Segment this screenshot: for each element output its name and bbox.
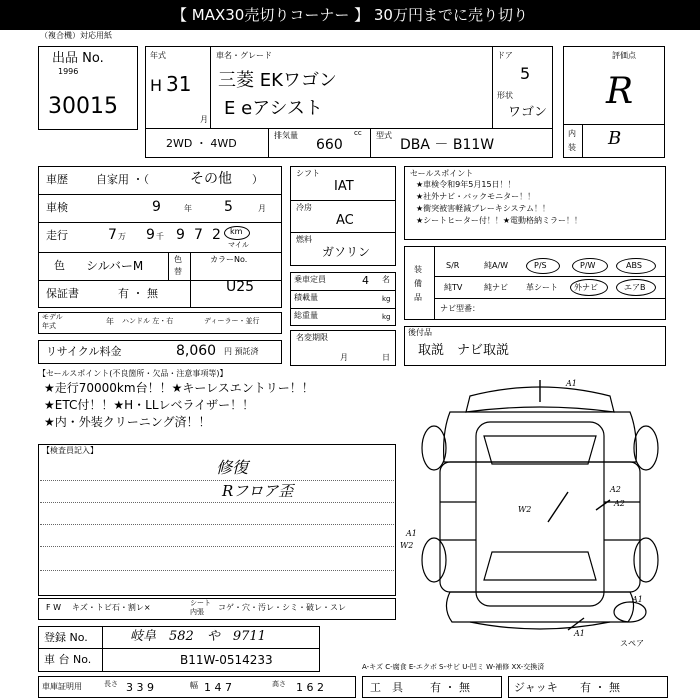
year-value: 31 [166,72,192,96]
cert-label: 車庫証明用 [42,682,82,691]
capacity-value: 4 [362,274,369,287]
color-code-label: カラーNo. [210,255,248,264]
aircon-value: AC [336,213,354,228]
fw-seat-2: 内張 [190,608,204,616]
door-value: 5 [520,64,531,83]
shift-label: シフト [296,169,320,178]
inspection-label: 車検 [46,201,68,214]
drive-value: 2WD ・ 4WD [166,137,237,150]
interior-value: B [608,128,622,149]
mileage-km: km [230,227,243,236]
interior-label-2: 装 [568,143,576,152]
equip-ps: P/S [534,261,547,270]
displacement-value: 660 [316,137,343,153]
mileage-d3: 2 [212,227,221,243]
mileage-mile: マイル [228,241,249,249]
diagram-spare: スペア [620,639,644,648]
feature-line-1: ★走行70000km台！！★キーレスエントリー！！ [44,381,314,395]
banner-text: 【 MAX30売切りコーナー 】 30万円までに売り切り [172,6,528,24]
top-note: （複合機）対応用紙 [40,31,112,40]
jack-label: ジャッキ [514,681,558,694]
chassis-label: 車 台 No. [44,653,92,666]
fuel-label: 燃料 [296,235,312,244]
inspection-month: 5 [224,199,233,215]
fw-label: F W [46,603,62,612]
color-change-2: 替 [174,267,182,276]
inspection-year: 9 [152,199,161,215]
interior-label-1: 内 [568,129,576,138]
equipment-label-3: 品 [414,293,422,302]
sales-point-3: ★衝突被害軽減ブレーキシステム！！ [416,204,550,213]
tools-value: 有 ・ 無 [430,681,470,694]
legend: A-キズ C-腐食 E-エクボ S-サビ U-凹ミ W-補修 XX-交換済 [362,663,545,671]
mark-a1-left: A1 [406,529,417,538]
equip-navi2: 外ナビ [574,283,598,292]
recycle-unit: 円 預託済 [224,347,259,356]
cert-width-label: 幅 [190,681,198,690]
color-label: 色 [54,259,65,272]
color-code: U25 [226,279,255,295]
mark-w2-left: W2 [400,541,414,550]
inspection-year-unit: 年 [184,204,192,213]
capacity-unit: 名 [382,275,390,284]
car-label: 車名・グレード [216,51,272,60]
load-label: 積載量 [294,293,318,302]
history-close: ） [252,173,263,186]
sales-points-label: セールスポイント [410,169,474,178]
model-year-label-1: モデル [42,313,63,321]
aircon-label: 冷房 [296,203,312,212]
dealer-option: ディーラー・並行 [204,317,260,325]
navi-model: ナビ型番： [440,304,480,313]
car-grade: E eアシスト [224,98,323,119]
mark-w2-center: W2 [518,505,532,514]
jack-value: 有 ・ 無 [580,681,620,694]
warranty-value: 有 ・ 無 [118,287,158,300]
score-label: 評価点 [612,51,636,60]
aftermarket-value: 取説 ナビ取説 [418,343,510,358]
equipment-label-1: 装 [414,265,422,274]
color-change-1: 色 [174,255,182,264]
lot-sub: 1996 [58,67,79,76]
lot-number: 30015 [48,94,118,119]
mark-a1-bottom: A1 [574,629,585,638]
equip-tv: 純TV [444,283,463,292]
year-era: H [150,76,163,95]
inspection-month-unit: 月 [258,204,266,213]
capacity-label: 乗車定員 [294,275,326,284]
name-change-month: 月 [340,353,348,362]
equip-sr: S/R [446,261,460,270]
load-unit: kg [382,295,391,303]
mileage-d1: 9 [176,227,185,243]
sales-point-1: ★車検令和9年5月15日！！ [416,180,516,189]
equip-abs: ABS [626,261,642,270]
registration-label: 登録 No. [44,631,88,644]
feature-line-2: ★ETC付！！★H・LLレベライザー！！ [44,398,255,412]
lot-label: 出品 No. [52,51,104,66]
year-month: 月 [200,115,208,124]
recycle-label: リサイクル料金 [46,345,122,358]
door-label: ドア [497,51,513,60]
mileage-man-unit: 万 [118,232,126,241]
displacement-unit: cc [354,129,362,137]
score-value: R [606,71,634,112]
fw-seat-1: シート [190,599,211,607]
displacement-label: 排気量 [274,131,298,140]
handle-option: ハンドル 左・右 [122,317,174,325]
shift-value: IAT [334,179,354,194]
feature-line-3: ★内・外装クリーニング済！！ [44,415,211,429]
equip-aw: 純A/W [484,261,509,270]
name-change-day: 日 [382,353,390,362]
fuel-value: ガソリン [322,245,371,259]
mark-a2-right-2: A2 [614,499,625,508]
model-year-unit: 年 [106,317,114,326]
mark-a2-right: A2 [610,485,621,494]
mark-a1-top: A1 [566,379,577,388]
equip-leather: 革シート [526,283,558,292]
equipment-label-2: 備 [414,279,422,288]
aftermarket-label: 後付品 [408,328,432,337]
gross-unit: kg [382,313,391,321]
fw-items-2: コゲ・穴・汚レ・シミ・破レ・スレ [218,603,346,612]
cert-width: 1 4 7 [204,681,232,694]
inspector-label: 【検査員記入】 [42,446,98,455]
tools-label: 工 具 [370,681,403,694]
model-label: 型式 [376,131,392,140]
car-name: 三菱 EKワゴン [218,70,337,91]
equip-airbag: エアB [624,283,646,292]
warranty-label: 保証書 [46,287,79,300]
model-year-label-2: 年式 [42,322,56,330]
chassis-value: B11W-0514233 [180,653,273,667]
shape-value: ワゴン [508,105,548,120]
color-value: シルバーM [86,259,144,273]
mileage-label: 走行 [46,229,68,242]
car-diagram [400,372,680,640]
equip-pw: P/W [580,261,596,270]
history-value: その他 [190,171,232,187]
inspector-note-1: 修復 [216,458,249,477]
mileage-man: 7 [108,227,117,243]
gross-label: 総重量 [294,311,318,320]
name-change-label: 名変期限 [296,333,328,342]
sales-point-4: ★シートヒーター付！！★電動格納ミラー！！ [416,216,583,225]
year-label: 年式 [150,51,166,60]
cert-height: 1 6 2 [296,681,324,694]
mark-a1-right: A1 [632,595,643,604]
history-label: 車歴 [46,173,68,186]
fw-items: キズ・トビ石・割レ× [72,603,151,612]
cert-length-label: 長さ [104,680,118,688]
registration-value: 岐阜 582 や 9711 [130,629,266,644]
inspector-note-2: Rフロア歪 [222,482,294,500]
sales-point-2: ★社外ナビ・バックモニター！！ [416,192,536,201]
recycle-value: 8,060 [176,343,217,359]
mileage-sen: 9 [146,227,155,243]
equip-navi: 純ナビ [484,283,508,292]
shape-label: 形状 [497,91,513,100]
cert-height-label: 高さ [272,680,286,688]
mileage-sen-unit: 千 [156,232,164,241]
history-option: 自家用 ・（ [96,173,149,186]
model-value: DBA － B11W [400,137,495,153]
cert-length: 3 3 9 [126,681,154,694]
features-label: 【セールスポイント(不良箇所・欠品・注意事項等)】 [38,369,228,378]
mileage-d2: 7 [194,227,203,243]
